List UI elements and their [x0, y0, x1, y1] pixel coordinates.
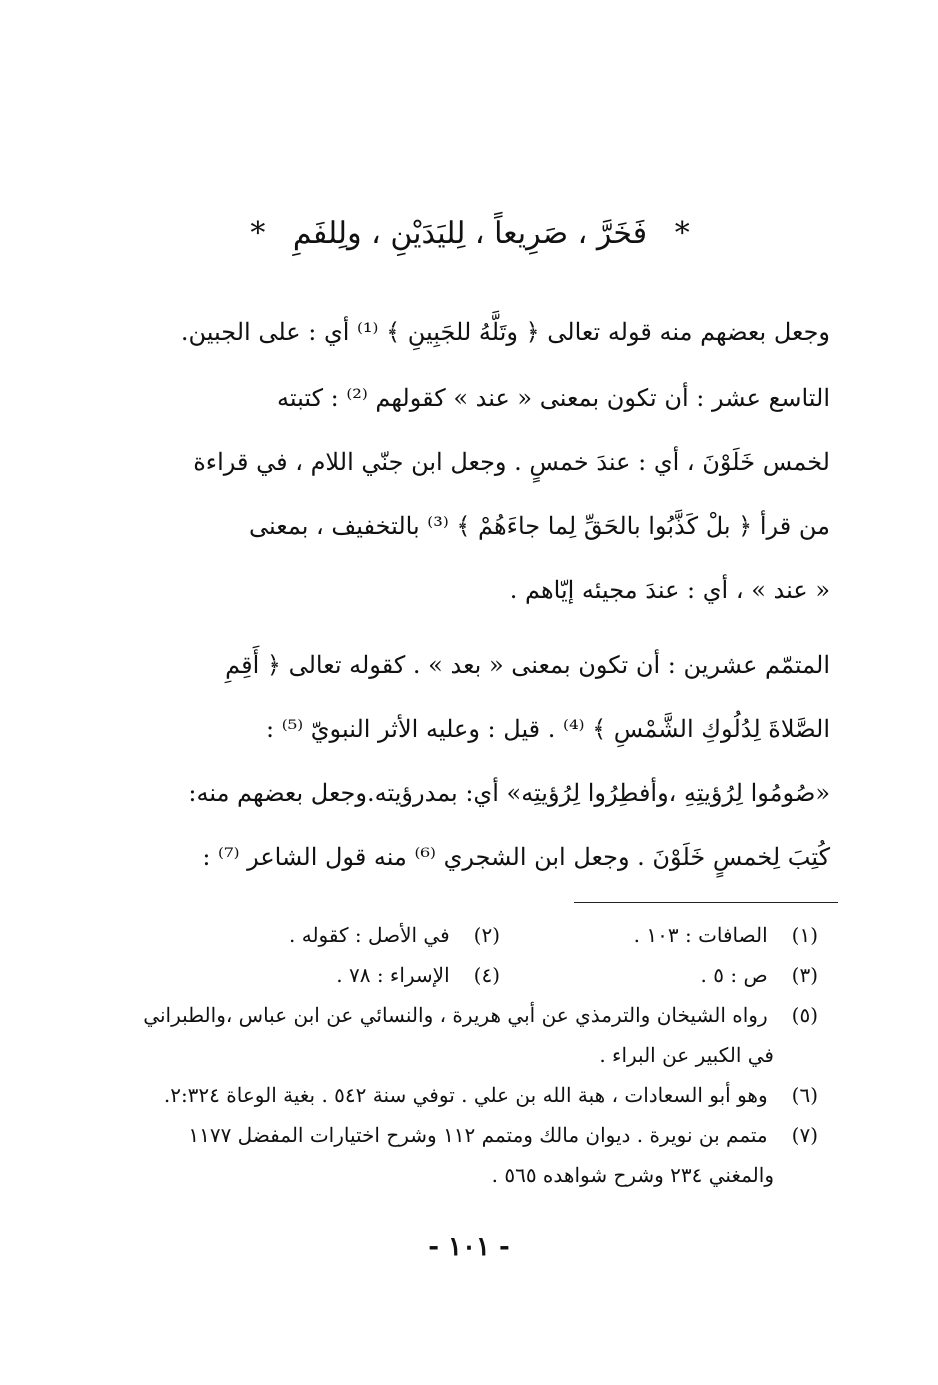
footnote-separator: [574, 902, 838, 903]
paragraph-3-line-3: «صُومُوا لِرُؤيتِهِ ،وأفطِرُوا لِرُؤيتِه» أي: بمدرؤيته.وجعل بعضهم منه:: [188, 779, 830, 807]
footnote-2-number: (٢): [473, 923, 500, 947]
footnote-1-text: الصافات : ١٠٣ .: [633, 923, 768, 947]
paragraph-2-line-2: لخمس خَلَوْنَ ، أي : عندَ خمسٍ . وجعل ابن جنّي اللام ، في قراءة: [193, 448, 830, 476]
paragraph-2-line-3: من قرأ ﴿ بلْ كَذَّبُوا بالحَقِّ لِما جاءَهُمْ ﴾ ⁽³⁾ بالتخفيف ، بمعنى: [249, 512, 830, 540]
footnote-4-text: الإسراء : ٧٨ .: [336, 963, 450, 987]
footnote-6-text: وهو أبو السعادات ، هبة الله بن علي . توفي سنة ٥٤٢ . بغية الوعاة ٢:٣٢٤.: [163, 1083, 768, 1107]
footnote-7-line-2: والمغني ٢٣٤ وشرح شواهده ٥٦٥ .: [491, 1163, 774, 1187]
verse-star-right: *: [674, 216, 690, 251]
footnote-row-3-4: [182, 955, 818, 995]
page-number: - ١٠١ -: [428, 1232, 510, 1262]
footnote-row-1-2: [182, 915, 818, 955]
footnote-2-text: في الأصل : كقوله .: [289, 923, 450, 947]
footnote-3-text: ص : ٥ .: [700, 963, 768, 987]
paragraph-3: [182, 633, 830, 889]
footnote-5-line-2: في الكبير عن البراء .: [599, 1043, 774, 1067]
footnote-1-number: (١): [791, 923, 818, 947]
footnote-3-number: (٣): [791, 963, 818, 987]
footnote-7: [182, 1115, 818, 1195]
footnote-5: [143, 995, 818, 1075]
paragraph-2-line-1: التاسع عشر : أن تكون بمعنى « عند » كقولهم ⁽²⁾ : كتبته: [276, 384, 830, 412]
paragraph-1: [182, 300, 830, 364]
paragraph-3-line-4: كُتِبَ لِخمسٍ خَلَوْنَ . وجعل ابن الشجري ⁽⁶⁾ منه قول الشاعر ⁽⁷⁾ :: [202, 843, 830, 871]
verse-text: فَخَرَّ ، صَرِيعاً ، لِليَدَيْنِ ، ولِلفَمِ: [292, 216, 648, 251]
footnote-5-number: (٥): [791, 1003, 818, 1027]
footnote-5-line-1: رواه الشيخان والترمذي عن أبي هريرة ، والنسائي عن ابن عباس ،والطبراني: [143, 1003, 768, 1027]
footnote-3: [500, 955, 818, 995]
verse-star-left: *: [250, 216, 266, 251]
paragraph-1-line-1: وجعل بعضهم منه قوله تعالى ﴿ وتَلَّهُ للجَبِينِ ﴾ ⁽¹⁾ أي : على الجبين.: [180, 318, 830, 346]
footnote-2: [182, 915, 500, 955]
paragraph-2: [182, 366, 830, 622]
footnote-4: [182, 955, 500, 995]
footnote-6-number: (٦): [791, 1083, 818, 1107]
poetry-verse: [150, 212, 790, 256]
paragraph-3-line-1: المتمّم عشرين : أن تكون بمعنى « بعد » . كقوله تعالى ﴿ أَقِمِ: [225, 651, 830, 679]
footnote-7-number: (٧): [791, 1123, 818, 1147]
paragraph-3-line-2: الصَّلاةَ لِدُلُوكِ الشَّمْسِ ﴾ ⁽⁴⁾ . قيل : وعليه الأثر النبويّ ⁽⁵⁾ :: [266, 715, 830, 743]
footnote-6: [163, 1075, 818, 1115]
footnote-4-number: (٤): [473, 963, 500, 987]
paragraph-2-line-4: « عند » ، أي : عندَ مجيئه إيّاهم .: [509, 576, 830, 604]
footnote-1: [500, 915, 818, 955]
footnotes: [143, 915, 818, 1195]
footnote-7-line-1: متمم بن نويرة . ديوان مالك ومتمم ١١٢ وشرح اختيارات المفضل ١١٧٧: [188, 1123, 768, 1147]
